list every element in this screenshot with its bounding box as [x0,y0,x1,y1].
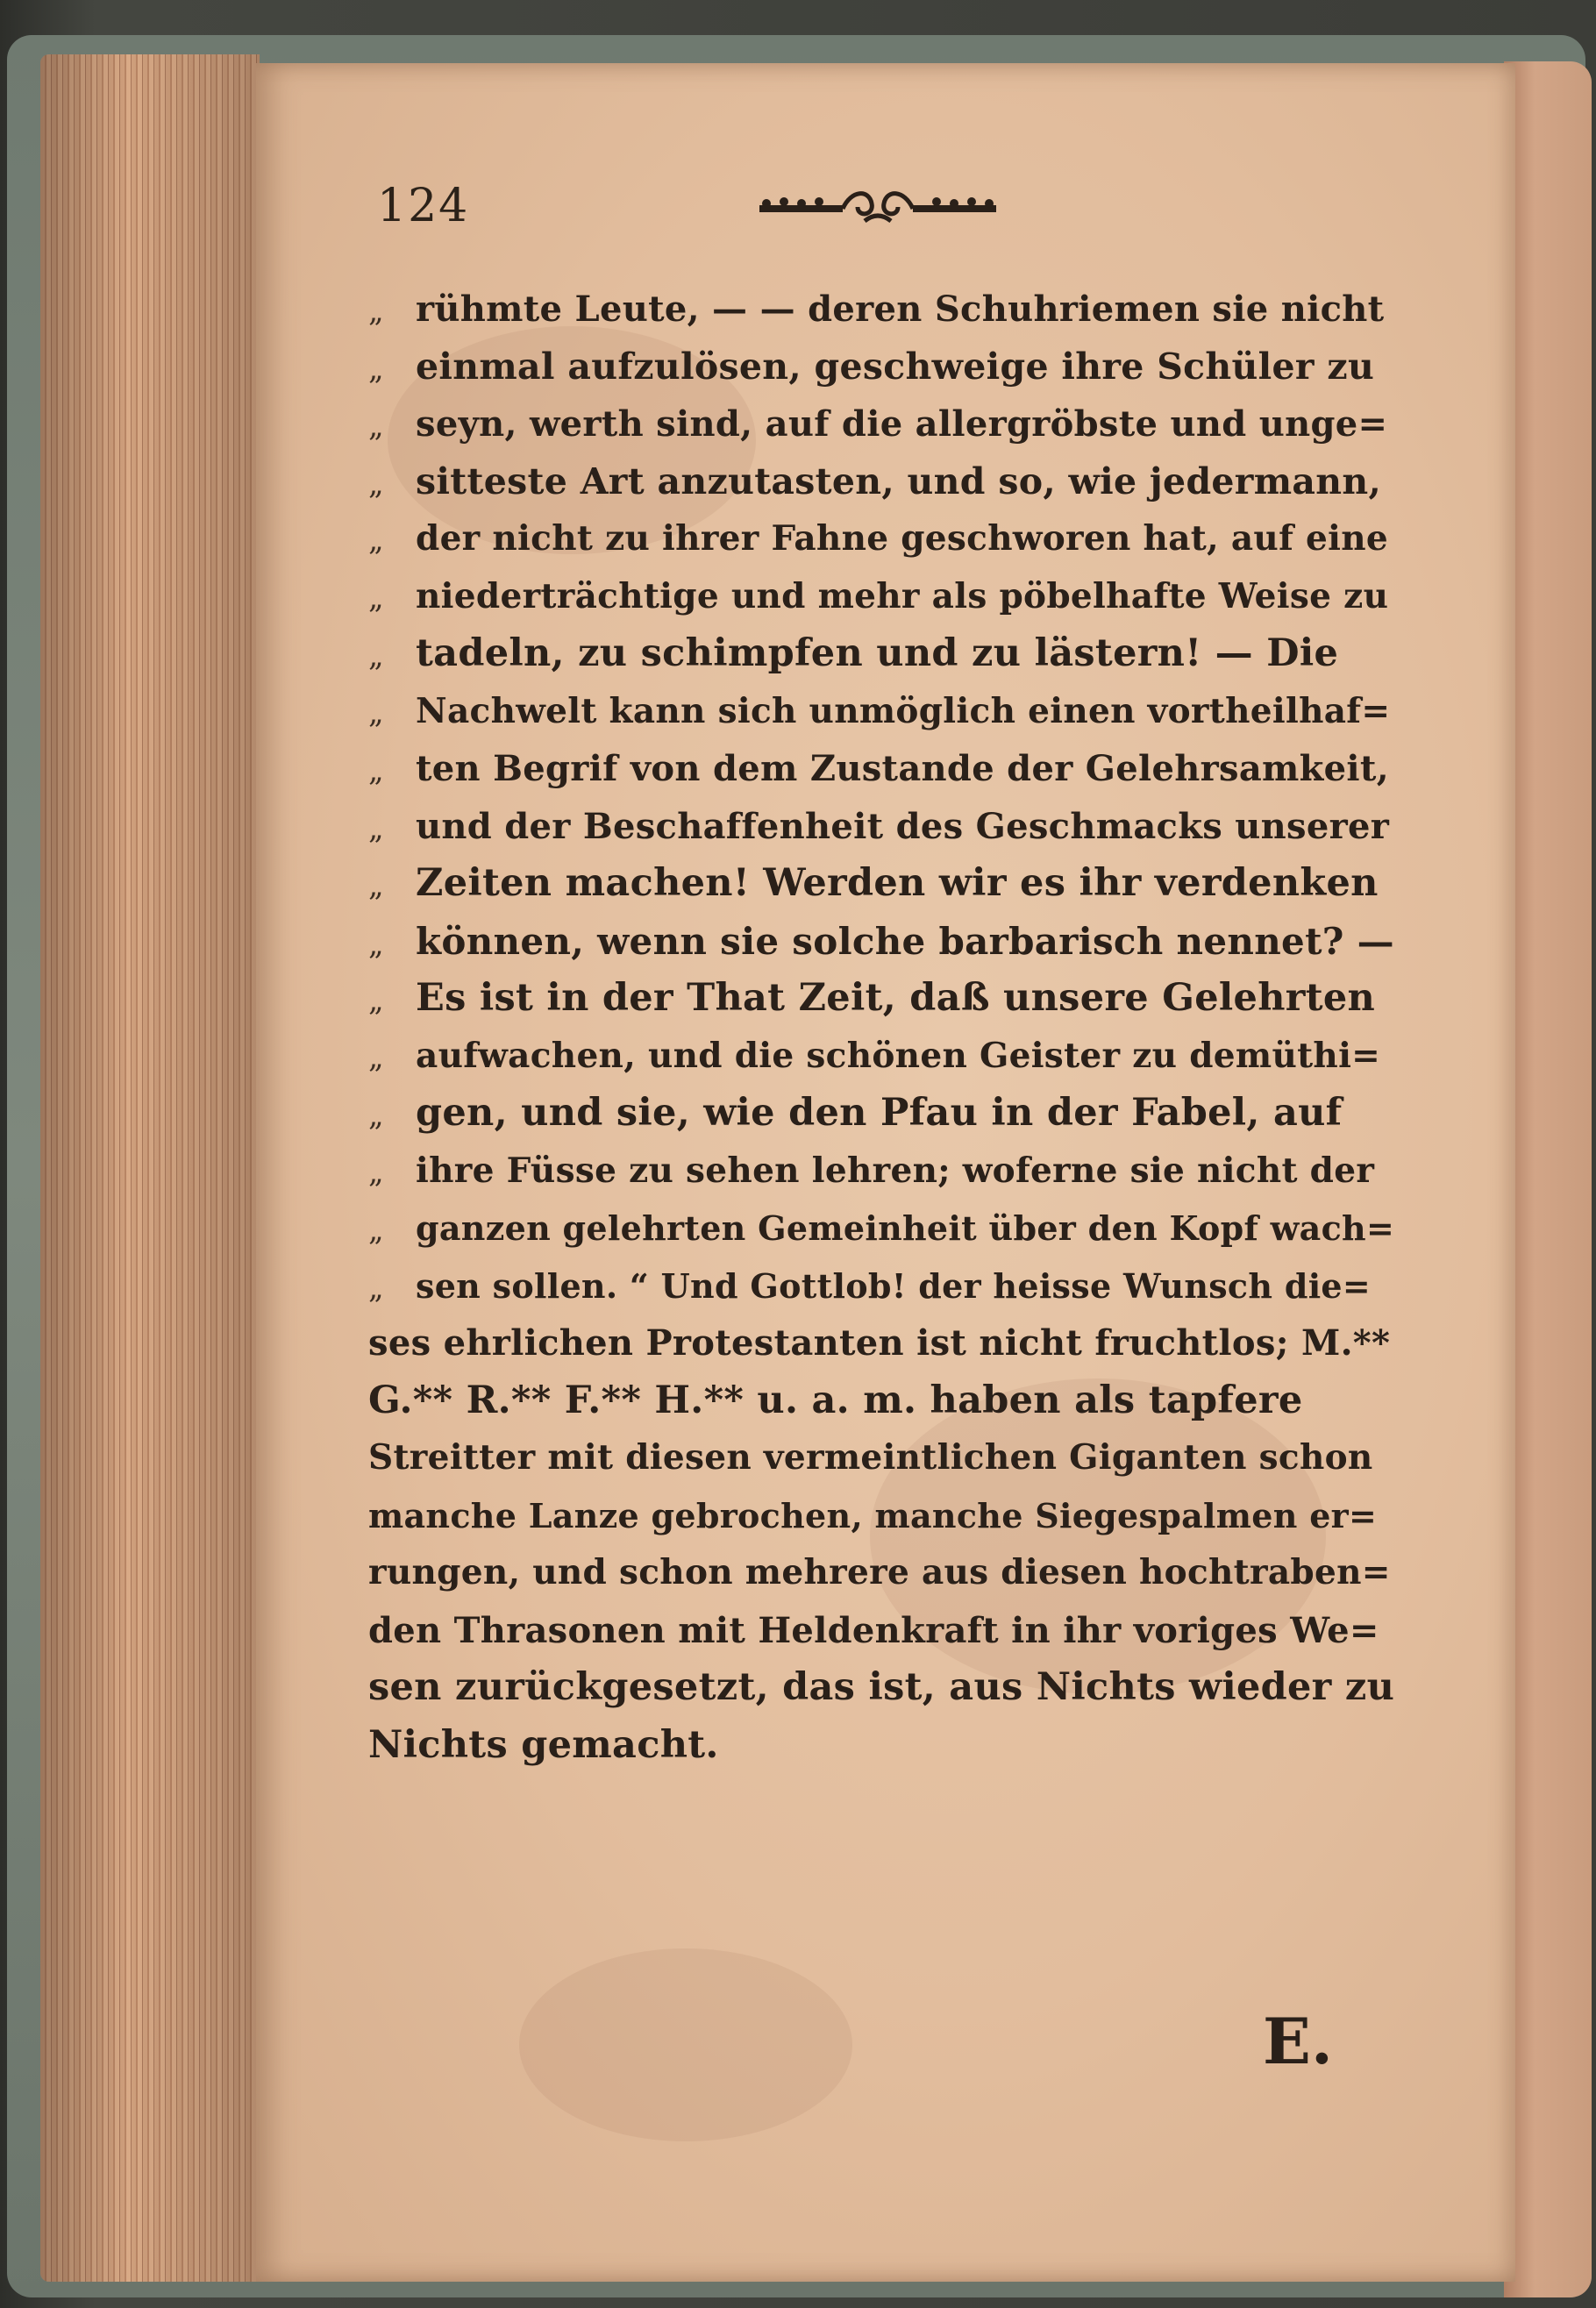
line-text: manche Lanze gebrochen, manche Siegespalmen er= [368,1495,1378,1535]
line-text: rungen, und schon mehrere aus diesen hochtraben= [368,1552,1391,1592]
quote-mark: „ [368,580,384,616]
quote-mark: „ [368,523,384,558]
text-line [368,453,1394,511]
header-ornament [759,182,996,226]
line-text: können, wenn sie solche barbarisch nennet? — [416,919,1394,963]
text-line [368,625,1394,683]
quote-mark: „ [368,868,384,903]
text-line [368,281,1394,338]
text-line [368,1602,1394,1660]
quote-mark: „ [368,294,384,329]
next-page-edge [1504,61,1592,2297]
line-text: einmal aufzulösen, geschweige ihre Schüler zu [416,345,1375,388]
text-line [368,1028,1394,1086]
text-line [368,683,1394,741]
text-line [368,1200,1394,1257]
text-line [368,568,1394,626]
text-line [368,1659,1394,1717]
line-text: Nachwelt kann sich unmöglich einen vortheilhaf= [416,690,1391,731]
line-text: ihre Füsse zu sehen lehren; woferne sie nicht der [416,1150,1375,1191]
text-line [368,1257,1394,1315]
line-text: aufwachen, und die schönen Geister zu demüthi= [416,1035,1381,1076]
quote-mark: „ [368,351,384,387]
line-text: sen sollen. “ Und Gottlob! der heisse Wunsch die= [416,1265,1372,1306]
line-text: Nichts gemacht. [368,1722,719,1767]
quote-mark: „ [368,695,384,730]
line-text: tadeln, zu schimpfen und zu lästern! — Die [416,631,1339,675]
text-line [368,1372,1394,1430]
quote-mark: „ [368,1154,384,1190]
quote-mark: „ [368,926,384,962]
quote-mark: „ [368,409,384,444]
quote-mark: „ [368,1098,384,1133]
text-block [368,281,1394,1774]
text-line [368,740,1394,798]
text-line [368,855,1394,913]
line-text: sen zurückgesetzt, das ist, aus Nichts wieder zu [368,1665,1395,1709]
line-text: niederträchtige und mehr als pöbelhafte Weise zu [416,575,1389,616]
line-text: und der Beschaffenheit des Geschmacks unserer [416,805,1390,847]
text-line [368,1314,1394,1372]
quote-mark: „ [368,1213,384,1248]
quote-mark: „ [368,638,384,673]
line-text: G.** R.** F.** H.** u. a. m. haben als tapfere [368,1378,1303,1422]
line-text: gen, und sie, wie den Pfau in der Fabel, auf [416,1091,1343,1135]
text-line [368,970,1394,1028]
line-text: rühmte Leute, — — deren Schuhriemen sie nicht [416,288,1385,330]
text-line [368,913,1394,971]
line-text: Es ist in der That Zeit, daß unsere Gelehrten [416,976,1376,1020]
text-line [368,1085,1394,1143]
line-text: den Thrasonen mit Heldenkraft in ihr voriges We= [368,1609,1379,1651]
text-line [368,1143,1394,1200]
quote-mark: „ [368,983,384,1018]
text-line [368,1717,1394,1775]
paper-stain [519,1948,852,2141]
page-number: 124 [377,180,470,232]
page-edges-shadow [40,54,260,2282]
line-text: ganzen gelehrten Gemeinheit über den Kopf wach= [416,1208,1395,1248]
quote-mark: „ [368,810,384,846]
text-line [368,395,1394,453]
quote-mark: „ [368,1039,384,1075]
catchword: E. [1263,2004,1333,2078]
text-line [368,338,1394,396]
line-text: seyn, werth sind, auf die allergröbste und unge= [416,403,1388,445]
line-text: der nicht zu ihrer Fahne geschworen hat, auf eine [416,518,1389,559]
text-line [368,510,1394,568]
quote-mark: „ [368,1270,384,1306]
quote-mark: „ [368,466,384,502]
line-text: ten Begrif von dem Zustande der Gelehrsamkeit, [416,748,1389,789]
text-line [368,1487,1394,1545]
text-line [368,798,1394,856]
quote-mark: „ [368,753,384,788]
line-text: ses ehrlichen Protestanten ist nicht fruchtlos; M.** [368,1322,1391,1364]
line-text: Streitter mit diesen vermeintlichen Giganten schon [368,1437,1373,1478]
text-line [368,1429,1394,1487]
text-line [368,1544,1394,1602]
line-text: sitteste Art anzutasten, und so, wie jedermann, [416,459,1382,502]
line-text: Zeiten machen! Werden wir es ihr verdenken [416,861,1379,905]
